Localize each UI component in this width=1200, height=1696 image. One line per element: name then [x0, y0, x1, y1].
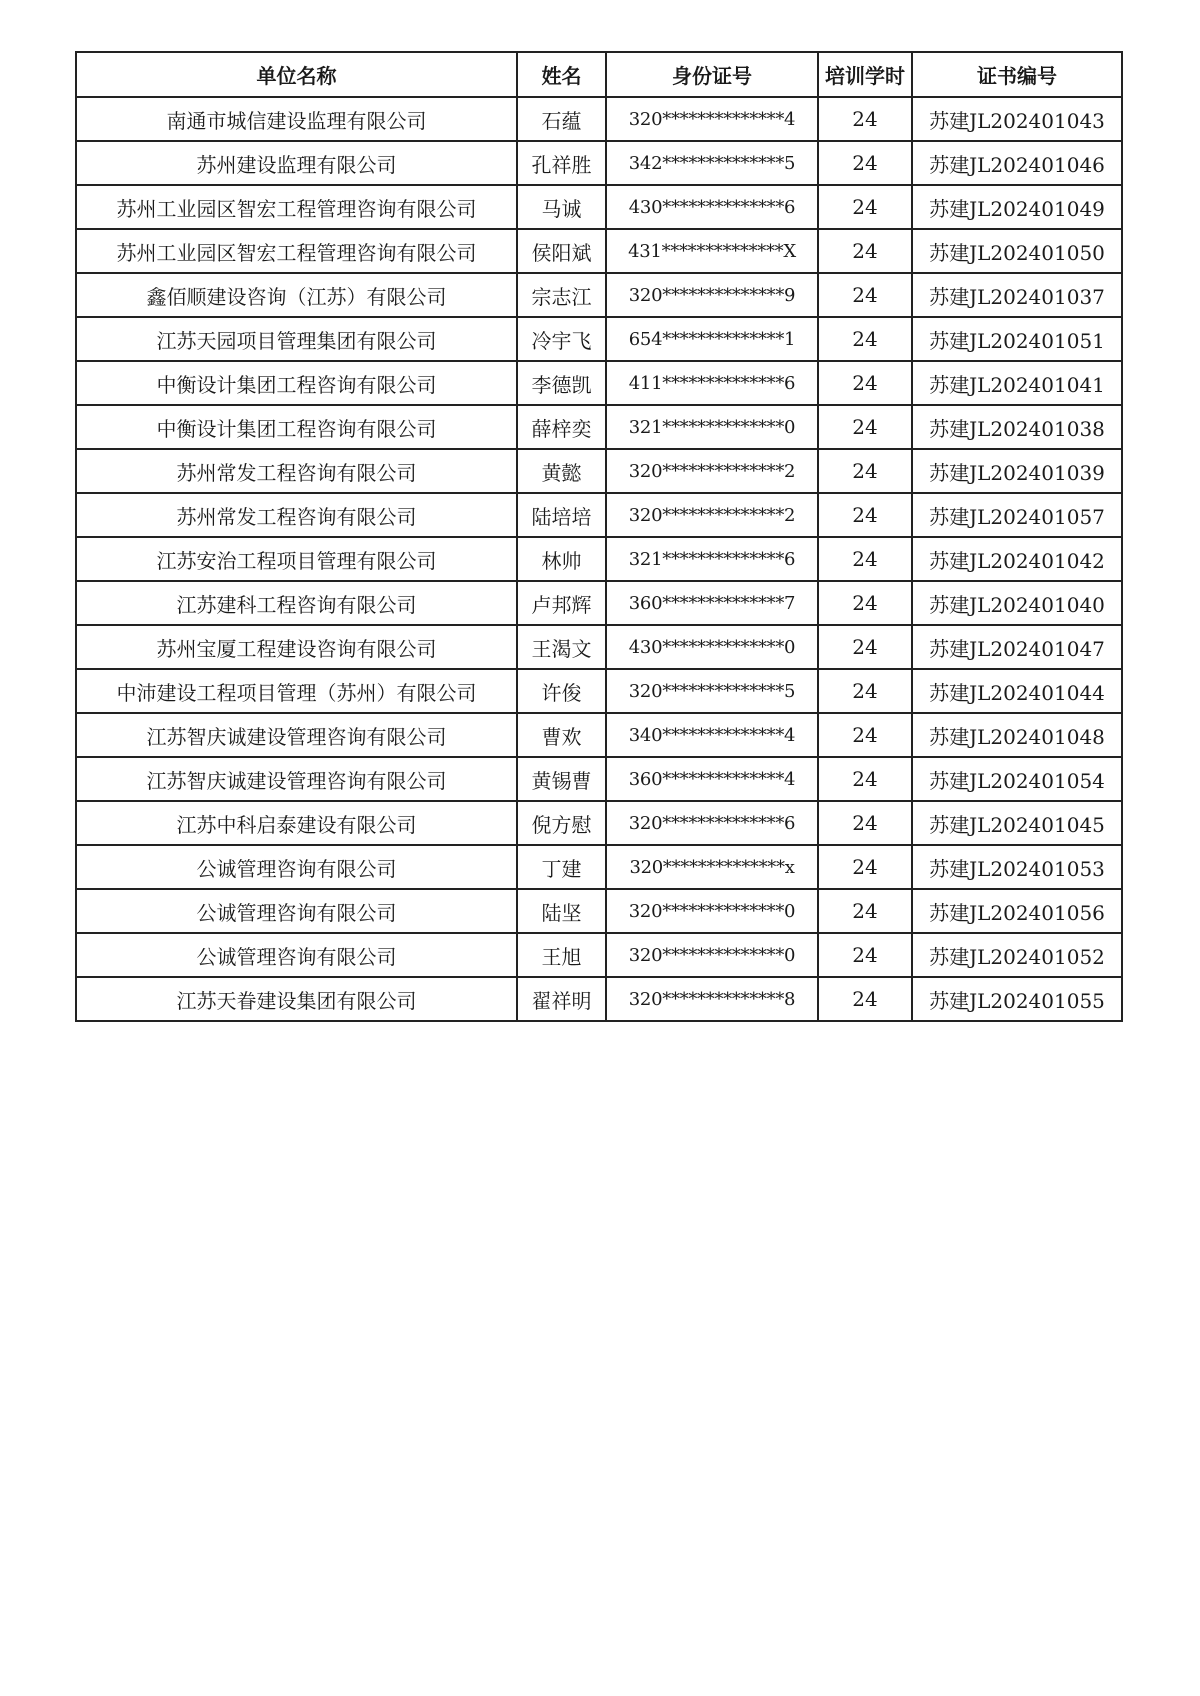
cell-id-number: 360**************4 [606, 757, 818, 801]
cell-id-number: 320**************4 [606, 97, 818, 141]
cell-unit-name: 鑫佰顺建设咨询（江苏）有限公司 [76, 273, 517, 317]
cell-unit-name: 公诚管理咨询有限公司 [76, 889, 517, 933]
table-row [76, 581, 1122, 625]
cell-training-hours: 24 [818, 889, 912, 933]
cell-certificate-number: 苏建JL202401050 [912, 229, 1122, 273]
cell-certificate-number: 苏建JL202401057 [912, 493, 1122, 537]
cell-unit-name: 江苏智庆诚建设管理咨询有限公司 [76, 757, 517, 801]
table-row [76, 537, 1122, 581]
cell-person-name: 黄懿 [517, 449, 606, 493]
cell-certificate-number: 苏建JL202401056 [912, 889, 1122, 933]
cell-unit-name: 江苏安治工程项目管理有限公司 [76, 537, 517, 581]
table-row [76, 185, 1122, 229]
cell-certificate-number: 苏建JL202401038 [912, 405, 1122, 449]
cell-certificate-number: 苏建JL202401054 [912, 757, 1122, 801]
cell-id-number: 340**************4 [606, 713, 818, 757]
cell-id-number: 320**************6 [606, 801, 818, 845]
table-body [76, 97, 1122, 1021]
cell-training-hours: 24 [818, 757, 912, 801]
cell-person-name: 王渴文 [517, 625, 606, 669]
cell-person-name: 冷宇飞 [517, 317, 606, 361]
cell-training-hours: 24 [818, 669, 912, 713]
table-row [76, 757, 1122, 801]
cell-training-hours: 24 [818, 625, 912, 669]
table-row [76, 229, 1122, 273]
cell-training-hours: 24 [818, 97, 912, 141]
cell-id-number: 321**************0 [606, 405, 818, 449]
cell-unit-name: 江苏天眷建设集团有限公司 [76, 977, 517, 1021]
cell-certificate-number: 苏建JL202401045 [912, 801, 1122, 845]
table-row [76, 801, 1122, 845]
cell-certificate-number: 苏建JL202401042 [912, 537, 1122, 581]
cell-id-number: 321**************6 [606, 537, 818, 581]
cell-training-hours: 24 [818, 405, 912, 449]
cell-unit-name: 中沛建设工程项目管理（苏州）有限公司 [76, 669, 517, 713]
cell-unit-name: 江苏中科启泰建设有限公司 [76, 801, 517, 845]
cell-id-number: 320**************2 [606, 449, 818, 493]
cell-training-hours: 24 [818, 977, 912, 1021]
cell-training-hours: 24 [818, 845, 912, 889]
cell-unit-name: 江苏建科工程咨询有限公司 [76, 581, 517, 625]
table-row [76, 889, 1122, 933]
cell-person-name: 陆培培 [517, 493, 606, 537]
header-training-hours: 培训学时 [818, 52, 912, 97]
cell-person-name: 马诚 [517, 185, 606, 229]
cell-certificate-number: 苏建JL202401037 [912, 273, 1122, 317]
cell-training-hours: 24 [818, 449, 912, 493]
cell-id-number: 320**************9 [606, 273, 818, 317]
cell-person-name: 侯阳斌 [517, 229, 606, 273]
cell-person-name: 陆坚 [517, 889, 606, 933]
cell-person-name: 卢邦辉 [517, 581, 606, 625]
cell-unit-name: 苏州工业园区智宏工程管理咨询有限公司 [76, 229, 517, 273]
cell-unit-name: 江苏智庆诚建设管理咨询有限公司 [76, 713, 517, 757]
table-row [76, 361, 1122, 405]
cell-training-hours: 24 [818, 141, 912, 185]
cell-id-number: 320**************8 [606, 977, 818, 1021]
cell-certificate-number: 苏建JL202401039 [912, 449, 1122, 493]
cell-certificate-number: 苏建JL202401052 [912, 933, 1122, 977]
cell-unit-name: 中衡设计集团工程咨询有限公司 [76, 405, 517, 449]
cell-training-hours: 24 [818, 185, 912, 229]
cell-id-number: 430**************6 [606, 185, 818, 229]
cell-person-name: 李德凯 [517, 361, 606, 405]
table-row [76, 449, 1122, 493]
table-header [76, 52, 1122, 97]
cell-certificate-number: 苏建JL202401041 [912, 361, 1122, 405]
cell-id-number: 320**************0 [606, 889, 818, 933]
table-row [76, 317, 1122, 361]
cell-person-name: 林帅 [517, 537, 606, 581]
cell-person-name: 石蕴 [517, 97, 606, 141]
cell-person-name: 薛梓奕 [517, 405, 606, 449]
document-page [75, 51, 1123, 1022]
cell-id-number: 411**************6 [606, 361, 818, 405]
cell-training-hours: 24 [818, 361, 912, 405]
table-row [76, 625, 1122, 669]
header-unit-name: 单位名称 [76, 52, 517, 97]
cell-id-number: 320**************0 [606, 933, 818, 977]
cell-person-name: 翟祥明 [517, 977, 606, 1021]
cell-training-hours: 24 [818, 581, 912, 625]
cell-training-hours: 24 [818, 317, 912, 361]
header-certificate-number: 证书编号 [912, 52, 1122, 97]
cell-certificate-number: 苏建JL202401046 [912, 141, 1122, 185]
cell-certificate-number: 苏建JL202401048 [912, 713, 1122, 757]
cell-id-number: 320**************x [606, 845, 818, 889]
cell-certificate-number: 苏建JL202401055 [912, 977, 1122, 1021]
cell-unit-name: 公诚管理咨询有限公司 [76, 933, 517, 977]
cell-id-number: 342**************5 [606, 141, 818, 185]
cell-person-name: 曹欢 [517, 713, 606, 757]
cell-unit-name: 苏州宝厦工程建设咨询有限公司 [76, 625, 517, 669]
table-row [76, 933, 1122, 977]
cell-unit-name: 公诚管理咨询有限公司 [76, 845, 517, 889]
table-row [76, 141, 1122, 185]
header-row [76, 52, 1122, 97]
cell-training-hours: 24 [818, 713, 912, 757]
table-row [76, 405, 1122, 449]
table-row [76, 273, 1122, 317]
cell-person-name: 倪方慰 [517, 801, 606, 845]
cell-id-number: 430**************0 [606, 625, 818, 669]
cell-certificate-number: 苏建JL202401044 [912, 669, 1122, 713]
cell-unit-name: 苏州常发工程咨询有限公司 [76, 449, 517, 493]
table-row [76, 713, 1122, 757]
cell-certificate-number: 苏建JL202401040 [912, 581, 1122, 625]
cell-certificate-number: 苏建JL202401049 [912, 185, 1122, 229]
cell-id-number: 431**************X [606, 229, 818, 273]
training-roster-table [75, 51, 1123, 1022]
header-person-name: 姓名 [517, 52, 606, 97]
table-row [76, 669, 1122, 713]
table-row [76, 977, 1122, 1021]
cell-training-hours: 24 [818, 801, 912, 845]
cell-certificate-number: 苏建JL202401043 [912, 97, 1122, 141]
cell-id-number: 654**************1 [606, 317, 818, 361]
cell-training-hours: 24 [818, 537, 912, 581]
cell-certificate-number: 苏建JL202401051 [912, 317, 1122, 361]
cell-unit-name: 苏州建设监理有限公司 [76, 141, 517, 185]
cell-certificate-number: 苏建JL202401053 [912, 845, 1122, 889]
cell-person-name: 黄锡曹 [517, 757, 606, 801]
cell-unit-name: 苏州常发工程咨询有限公司 [76, 493, 517, 537]
cell-id-number: 320**************5 [606, 669, 818, 713]
header-id-number: 身份证号 [606, 52, 818, 97]
cell-certificate-number: 苏建JL202401047 [912, 625, 1122, 669]
cell-unit-name: 中衡设计集团工程咨询有限公司 [76, 361, 517, 405]
cell-person-name: 孔祥胜 [517, 141, 606, 185]
table-row [76, 493, 1122, 537]
cell-training-hours: 24 [818, 493, 912, 537]
table-row [76, 845, 1122, 889]
table-row [76, 97, 1122, 141]
cell-id-number: 360**************7 [606, 581, 818, 625]
cell-training-hours: 24 [818, 933, 912, 977]
cell-unit-name: 江苏天园项目管理集团有限公司 [76, 317, 517, 361]
cell-unit-name: 苏州工业园区智宏工程管理咨询有限公司 [76, 185, 517, 229]
cell-person-name: 宗志江 [517, 273, 606, 317]
cell-person-name: 丁建 [517, 845, 606, 889]
cell-person-name: 许俊 [517, 669, 606, 713]
cell-person-name: 王旭 [517, 933, 606, 977]
cell-unit-name: 南通市城信建设监理有限公司 [76, 97, 517, 141]
cell-id-number: 320**************2 [606, 493, 818, 537]
cell-training-hours: 24 [818, 273, 912, 317]
cell-training-hours: 24 [818, 229, 912, 273]
